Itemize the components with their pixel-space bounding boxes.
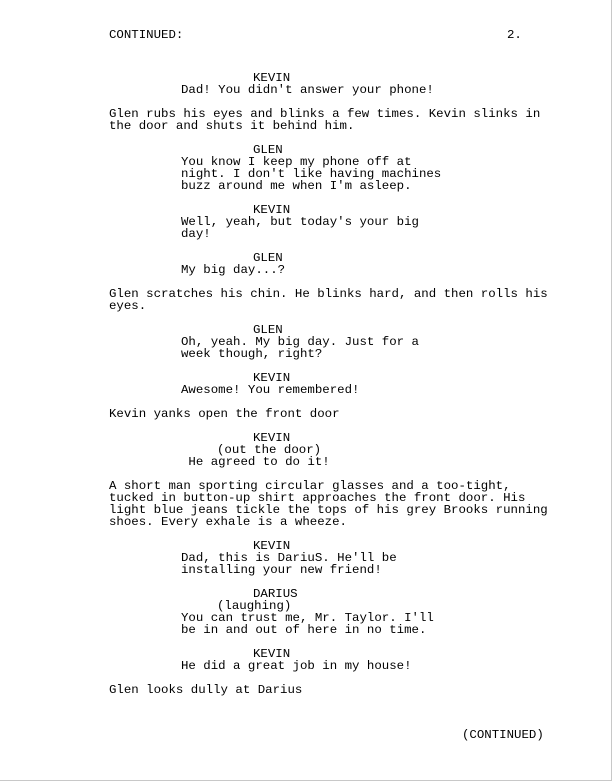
spacer [109,312,549,324]
spacer [109,240,549,252]
character-cue: KEVIN [253,71,291,85]
character-cue: GLEN [253,251,283,265]
parenthetical: (out the door) [217,443,322,457]
page-number: 2. [507,28,522,42]
spacer [109,420,549,432]
dialogue: Dad! You didn't answer your phone! [181,83,434,97]
action-line: A short man sporting circular glasses and a too-tight, tucked in button-up shirt approaches the front door. His light blue jeans tickle the tops of his grey Brooks running shoes. Every exhale is a wheeze. [109,479,548,529]
character-cue: KEVIN [253,371,291,385]
dialogue: Dad, this is DariuS. He'll be installing your new friend! [181,551,397,577]
spacer [109,192,549,204]
spacer [109,360,549,372]
action-line: Kevin yanks open the front door [109,407,340,421]
dialogue: He did a great job in my house! [181,659,412,673]
dialogue: He agreed to do it! [181,455,330,469]
dialogue: You know I keep my phone off at night. I don't like having machines buzz around me when I'm asleep. [181,155,442,193]
dialogue: You can trust me, Mr. Taylor. I'll be in and out of here in no time. [181,611,434,637]
parenthetical: (laughing) [217,599,292,613]
character-cue: GLEN [253,323,283,337]
spacer [109,528,549,540]
action-line: Glen looks dully at Darius [109,683,303,697]
script-body [109,72,549,696]
dialogue: Well, yeah, but today's your big day! [181,215,419,241]
character-cue: KEVIN [253,647,291,661]
action-line: Glen rubs his eyes and blinks a few times. Kevin slinks in the door and shuts it behind him. [109,107,541,133]
character-cue: DARIUS [253,587,298,601]
character-cue: KEVIN [253,203,291,217]
action-line: Glen scratches his chin. He blinks hard, and then rolls his eyes. [109,287,548,313]
dialogue: My big day...? [181,263,286,277]
dialogue: Awesome! You remembered! [181,383,360,397]
spacer [109,576,549,588]
character-cue: KEVIN [253,431,291,445]
dialogue: Oh, yeah. My big day. Just for a week though, right? [181,335,419,361]
spacer [109,132,549,144]
header-continued: CONTINUED: [109,28,184,42]
spacer [109,636,549,648]
footer-continued: (CONTINUED) [462,728,544,742]
character-cue: GLEN [253,143,283,157]
character-cue: KEVIN [253,539,291,553]
